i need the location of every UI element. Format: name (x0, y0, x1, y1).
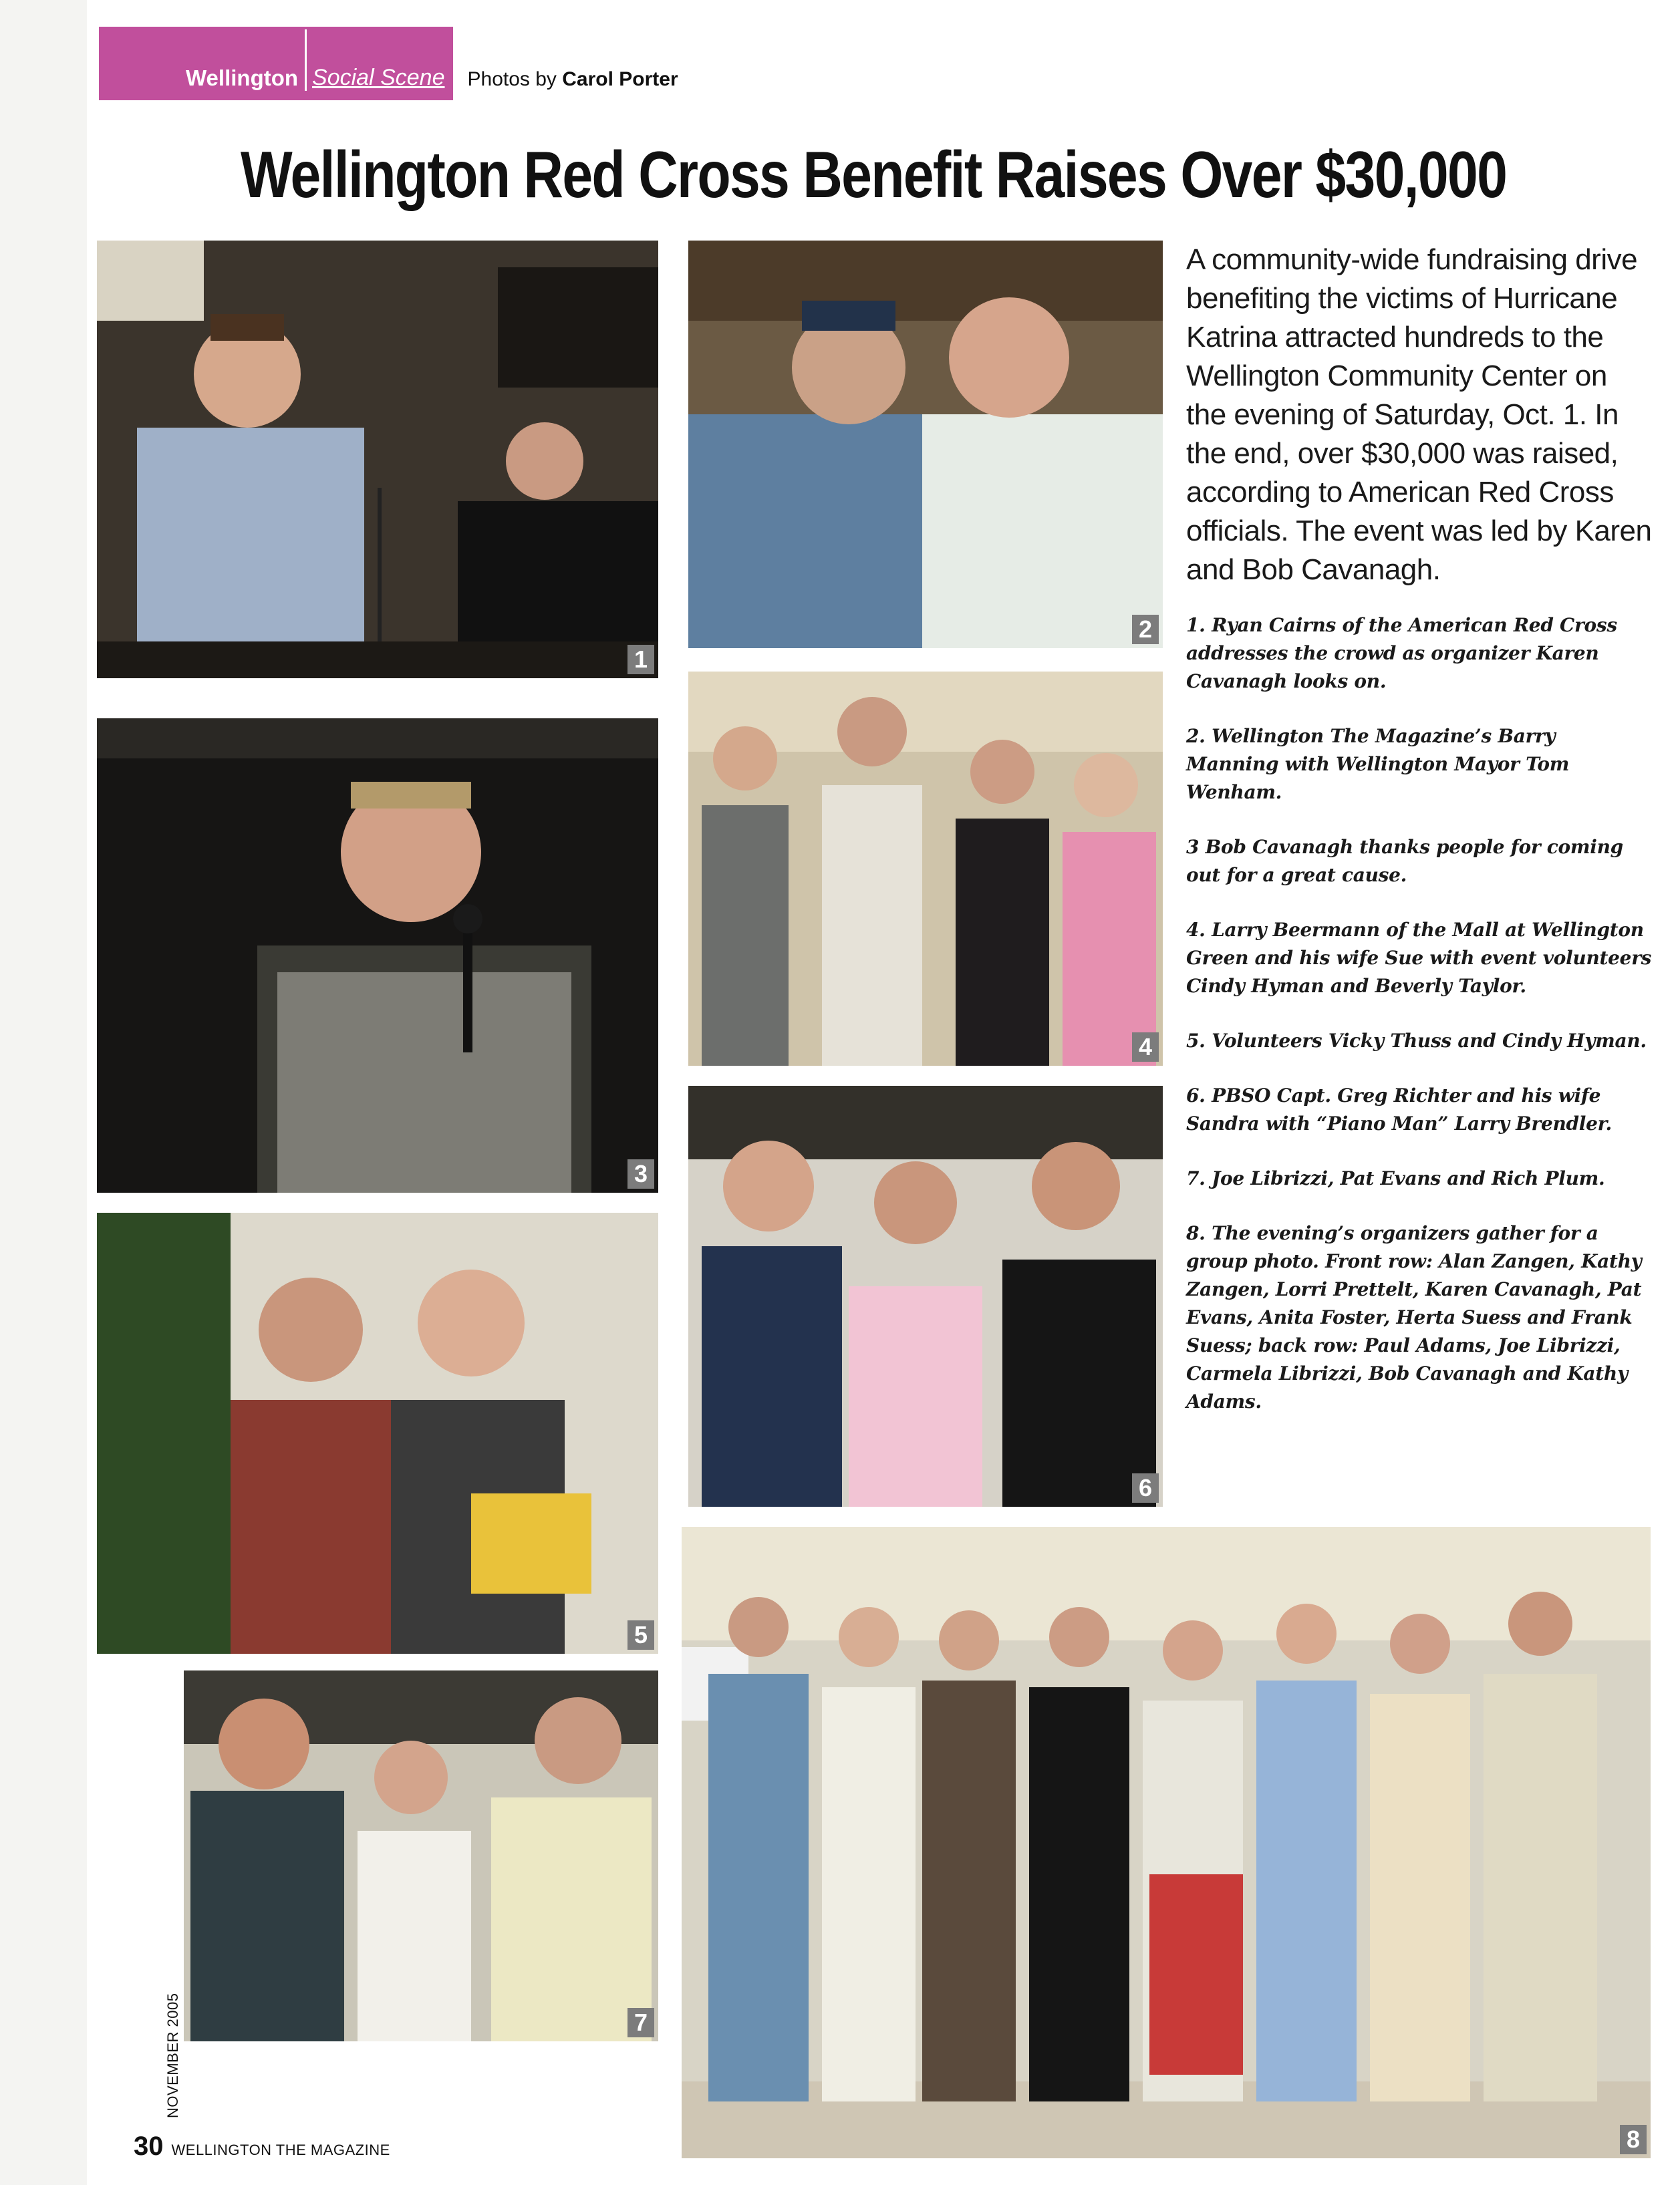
photo-7-number: 7 (627, 2008, 654, 2037)
section-divider (305, 29, 307, 91)
caption-2: 2. Wellington The Magazine’s Barry Manning with Wellington Mayor Tom Wenham. (1186, 725, 1570, 803)
caption-5: 5. Volunteers Vicky Thuss and Cindy Hyman. (1186, 1030, 1647, 1052)
page-number: 30 (134, 2132, 164, 2161)
photo-1 (97, 241, 658, 678)
photo-7 (184, 1670, 658, 2041)
photo-4-image (688, 672, 1163, 1066)
photo-8-image (682, 1527, 1651, 2158)
section-tag (99, 27, 453, 100)
credit-name: Carol Porter (562, 68, 678, 90)
photo-2-number: 2 (1132, 615, 1159, 644)
credit-prefix: Photos by (467, 68, 557, 90)
page-footer (134, 2132, 390, 2162)
photo-2-image (688, 241, 1163, 648)
photo-8 (682, 1527, 1651, 2158)
page-margin (0, 0, 87, 2185)
photo-3 (97, 718, 658, 1193)
photo-2 (688, 241, 1163, 648)
photo-credit (468, 68, 678, 100)
section-name-light: Social Scene (312, 65, 445, 90)
photo-3-number: 3 (627, 1159, 654, 1189)
section-name-bold: Wellington (186, 65, 299, 90)
photo-5 (97, 1213, 658, 1654)
caption-7: 7. Joe Librizzi, Pat Evans and Rich Plum. (1186, 1167, 1605, 1189)
photo-6 (688, 1086, 1163, 1507)
photo-4-number: 4 (1132, 1032, 1159, 1062)
article-headline: Wellington Red Cross Benefit Raises Over $30,000 (241, 138, 1507, 211)
section-header (99, 27, 678, 100)
photo-8-number: 8 (1620, 2125, 1647, 2154)
issue-date: NOVEMBER 2005 (164, 1993, 181, 2118)
caption-3: 3 Bob Cavanagh thanks people for coming out for a great cause. (1186, 836, 1623, 886)
caption-1: 1. Ryan Cairns of the American Red Cross addresses the crowd as organizer Karen Cavanagh looks on. (1186, 614, 1617, 692)
photo-6-number: 6 (1132, 1473, 1159, 1503)
caption-8: 8. The evening’s organizers gather for a group photo. Front row: Alan Zangen, Kathy Zangen, Lorri Prettelt, Karen Cavanagh, Pat Evans, Anita Foster, Herta Suess and Frank Suess; back row: Paul Adams, Joe Librizzi, Carmela Librizzi, Bob Cavanagh and Kathy Adams. (1186, 1222, 1642, 1413)
lead-paragraph: A community-wide fundraising drive benefiting the victims of Hurricane Katrina attracted hundreds to the Wellington Community Center on the evening of Saturday, Oct. 1. In the end, over $30,000 was raised, according to American Red Cross officials. The event was led by Karen and Bob Cavanagh. (1186, 243, 1652, 586)
magazine-name: WELLINGTON THE MAGAZINE (171, 2142, 390, 2158)
caption-6: 6. PBSO Capt. Greg Richter and his wife Sandra with “Piano Man” Larry Brendler. (1186, 1084, 1612, 1135)
photo-4 (688, 672, 1163, 1066)
photo-5-number: 5 (627, 1620, 654, 1650)
photo-7-image (184, 1670, 658, 2041)
photo-1-image (97, 241, 658, 678)
photo-captions (1186, 611, 1654, 1443)
photo-3-image (97, 718, 658, 1193)
photo-6-image (688, 1086, 1163, 1507)
photo-1-number: 1 (627, 645, 654, 674)
caption-4: 4. Larry Beermann of the Mall at Wellington Green and his wife Sue with event volunteers Cindy Hyman and Beverly Taylor. (1186, 919, 1652, 997)
photo-5-image (97, 1213, 658, 1654)
